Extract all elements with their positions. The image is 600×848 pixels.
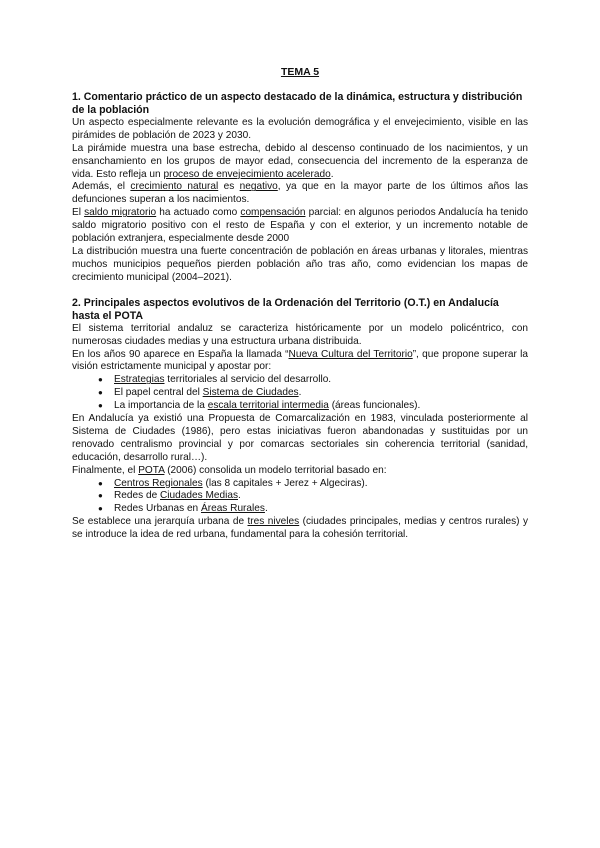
underlined-term: escala territorial intermedia xyxy=(207,400,329,412)
text-run: (las 8 capitales + Jerez + Algeciras). xyxy=(202,477,368,489)
section-2-paragraph-3: En Andalucía ya existió una Propuesta de Comarcalización en 1983, vinculada posteriormente al Sistema de Ciudades (1986), pero estas iniciativas fueron abandonadas y sustituidas por un renovado centralismo provincial y por comarcas sectoriales sin coherencia territorial (sanidad, educación, desarrollo rural…). xyxy=(72,413,528,463)
list-item xyxy=(102,478,528,491)
underlined-term: Estrategias xyxy=(114,374,165,386)
text-run: ha actuado como xyxy=(156,207,241,219)
section-1-paragraph-2 xyxy=(72,143,528,182)
underlined-term: proceso de envejecimiento acelerado xyxy=(163,168,331,180)
list-item xyxy=(102,374,528,387)
underlined-term: negativo xyxy=(239,181,278,193)
list-item xyxy=(102,387,528,400)
list-item xyxy=(102,503,528,516)
underlined-term: Sistema de Ciudades xyxy=(202,387,299,399)
text-run: La pirámide muestra una base estrecha, debido al descenso continuado de los nacimientos, y un ensanchamiento en los grupos de mayor edad, consecuencia del incremento de la esperanza de vida. Esto refleja un xyxy=(72,142,528,180)
underlined-term: Centros Regionales xyxy=(114,477,203,489)
text-run: (áreas funcionales). xyxy=(328,400,421,412)
section-2-paragraph-5 xyxy=(72,516,528,542)
text-run: parcial: en algunos periodos Andalucía ha tenido saldo migratorio positivo con el resto de España y con el exterior, y un incremento notable de población extranjera, especialmente desde 2000 xyxy=(72,207,529,245)
section-1 xyxy=(72,91,528,285)
text-run: . xyxy=(264,503,268,515)
text-run: . xyxy=(298,387,302,399)
text-run: Finalmente, el xyxy=(72,464,139,476)
text-run: (ciudades principales, medias y centros rurales) y se introduce la idea de red urbana, fundamental para la cohesión territorial. xyxy=(72,516,528,541)
text-run: Redes Urbanas en xyxy=(114,503,201,515)
text-run: El papel central del xyxy=(114,387,203,399)
text-run: Redes de xyxy=(114,490,161,502)
text-run: Además, el xyxy=(72,181,131,193)
underlined-term: compensación xyxy=(240,207,306,219)
list-item xyxy=(102,490,528,503)
section-2-paragraph-1: El sistema territorial andaluz se caracteriza históricamente por un modelo policéntrico, con numerosas ciudades medias y una estructura urbana distribuida. xyxy=(72,322,528,347)
section-1-paragraph-3 xyxy=(72,181,528,207)
text-run: Se establece una jerarquía urbana de xyxy=(72,516,248,528)
text-run: En los años 90 aparece en España la llamada “ xyxy=(72,348,289,360)
text-run: . xyxy=(330,168,334,180)
underlined-term: Nueva Cultura del Territorio xyxy=(288,348,413,360)
bullet-list-2 xyxy=(72,478,528,517)
list-item xyxy=(102,400,528,413)
underlined-term: saldo migratorio xyxy=(84,207,157,219)
text-run: (2006) consolida un modelo territorial basado en: xyxy=(164,464,387,476)
text-run: . xyxy=(238,490,241,502)
text-run: es xyxy=(218,181,240,193)
text-run: El xyxy=(72,207,85,219)
section-2-paragraph-2 xyxy=(72,349,528,375)
section-2-paragraph-4 xyxy=(72,465,528,478)
underlined-term: Ciudades Medias xyxy=(160,490,239,502)
underlined-term: POTA xyxy=(138,464,165,476)
section-1-paragraph-1: Un aspecto especialmente relevante es la evolución demográfica y el envejecimiento, visible en las pirámides de población de 2023 y 2030. xyxy=(72,116,528,141)
underlined-term: tres niveles xyxy=(247,516,300,528)
document-page xyxy=(72,66,528,542)
section-2 xyxy=(72,297,528,542)
bullet-list-1 xyxy=(72,374,528,413)
text-run: , ya que en la mayor parte de los últimos años las defunciones superan a los nacimientos. xyxy=(72,181,528,206)
underlined-term: crecimiento natural xyxy=(130,181,219,193)
section-2-heading: 2. Principales aspectos evolutivos de la Ordenación del Territorio (O.T.) en Andalucía hasta el POTA xyxy=(72,296,499,322)
text-run: territoriales al servicio del desarrollo. xyxy=(164,374,332,386)
text-run: ”, que propone superar la visión estrictamente municipal y apostar por: xyxy=(72,348,528,373)
underlined-term: Áreas Rurales xyxy=(200,503,265,515)
section-1-paragraph-4 xyxy=(72,207,528,246)
text-run: La importancia de la xyxy=(114,400,208,412)
section-1-paragraph-5: La distribución muestra una fuerte concentración de población en áreas urbanas y litorales, mientras muchos municipios pequeños pierden población año tras año, como evidencian los mapas de crecimiento municipal (2004–2021). xyxy=(72,245,528,283)
document-title: TEMA 5 xyxy=(280,66,320,78)
section-1-heading: 1. Comentario práctico de un aspecto destacado de la dinámica, estructura y distribución de la población xyxy=(72,90,523,116)
